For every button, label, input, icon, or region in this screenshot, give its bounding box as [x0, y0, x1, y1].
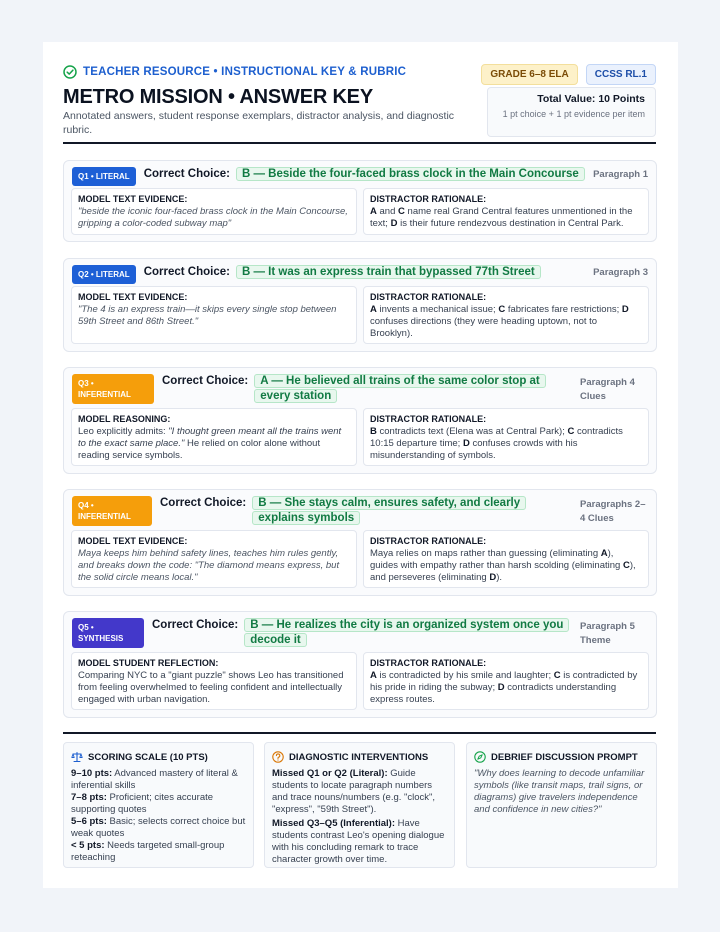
evidence-box [71, 652, 357, 710]
correct-answer [252, 496, 564, 526]
question-tag: Q2 • LITERAL [72, 265, 136, 284]
question-header [72, 496, 648, 526]
total-value-box [487, 87, 656, 137]
distractor-text: A is contradicted by his smile and laughter; C is contradicted by his pride in riding the subway; D contradicts understanding express routes. [370, 670, 638, 705]
question-card-q3 [63, 367, 657, 474]
question-header [72, 265, 648, 284]
evidence-text: "The 4 is an express train—it skips every single stop between 59th Street and 86th Street." [78, 304, 337, 327]
distractor-box [363, 286, 649, 344]
correct-answer-text: B — He realizes the city is an organized system once you decode it [244, 618, 569, 647]
diagnostic-rows [272, 768, 447, 866]
evidence-box [71, 286, 357, 344]
evidence-title: MODEL TEXT EVIDENCE: [78, 536, 188, 546]
header-divider [63, 142, 656, 144]
correct-answer-text: B — She stays calm, ensures safety, and clearly explains symbols [252, 496, 526, 525]
correct-choice-label: Correct Choice: [152, 619, 239, 631]
evidence-box [71, 408, 357, 466]
correct-choice-label: Correct Choice: [160, 497, 247, 509]
paragraph-reference: Paragraph 3 [593, 267, 648, 278]
diagnostic-row: Missed Q3–Q5 (Inferential): Have students contrast Leo's opening dialogue with his concluding remark to trace character growth over time. [272, 818, 445, 865]
distractor-title: DISTRACTOR RATIONALE: [370, 658, 487, 668]
total-value: Total Value: 10 Points [537, 93, 645, 105]
distractor-box [363, 652, 649, 710]
distractor-text: A and C name real Grand Central features unmentioned in the text; D is their future rendezvous destination in Central Park. [370, 206, 633, 229]
question-tag: Q4 • INFERENTIAL [72, 496, 152, 526]
question-tag: Q1 • LITERAL [72, 167, 136, 186]
question-tag: Q5 • SYNTHESIS [72, 618, 144, 648]
correct-answer-text: B — It was an express train that bypassed 77th Street [236, 265, 541, 279]
distractor-title: DISTRACTOR RATIONALE: [370, 414, 487, 424]
distractor-box [363, 408, 649, 466]
scale-icon [71, 751, 83, 763]
distractor-text: A invents a mechanical issue; C fabricates fare restrictions; D confuses directions (they were heading uptown, not to Brooklyn). [370, 304, 629, 339]
diagnostic-title: DIAGNOSTIC INTERVENTIONS [289, 751, 429, 763]
page-title: METRO MISSION • ANSWER KEY [63, 86, 373, 108]
scoring-row: 7–8 pts: Proficient; cites accurate supporting quotes [71, 792, 214, 815]
evidence-title: MODEL TEXT EVIDENCE: [78, 194, 188, 204]
evidence-text: Comparing NYC to a "giant puzzle" shows Leo has transitioned from feeling overwhelmed to feeling confident and intellectually engaged with urban navigation. [78, 670, 344, 705]
evidence-title: MODEL REASONING: [78, 414, 171, 424]
correct-answer-text: B — Beside the four-faced brass clock in the Main Concourse [236, 167, 585, 181]
distractor-title: DISTRACTOR RATIONALE: [370, 194, 487, 204]
paragraph-reference: Paragraph 4 Clues [580, 377, 635, 402]
ccss-badge: CCSS RL.1 [586, 64, 656, 85]
evidence-box [71, 188, 357, 235]
debrief-title: DEBRIEF DISCUSSION PROMPT [491, 751, 638, 763]
correct-choice-label: Correct Choice: [162, 375, 249, 387]
page-subtitle: Annotated answers, student response exemplars, distractor analysis, and diagnostic rubric. [63, 110, 455, 136]
question-header [72, 374, 648, 404]
compass-icon [474, 751, 486, 763]
distractor-title: DISTRACTOR RATIONALE: [370, 292, 487, 302]
correct-answer [254, 374, 564, 404]
question-card-q2 [63, 258, 657, 352]
distractor-title: DISTRACTOR RATIONALE: [370, 536, 487, 546]
paragraph-reference: Paragraph 1 [593, 169, 648, 180]
check-circle-icon [63, 65, 77, 79]
distractor-text: B contradicts text (Elena was at Central Park); C contradicts 10:15 departure time; D confuses crowds with his misunderstanding of symbols. [370, 426, 623, 461]
answer-key-page [43, 42, 678, 888]
evidence-title: MODEL TEXT EVIDENCE: [78, 292, 188, 302]
debrief-prompt: "Why does learning to decode unfamiliar symbols (like transit maps, trail signs, or diagrams) give travelers independence and confidence in new cities?" [474, 768, 645, 815]
evidence-text: Leo explicitly admits: "I thought green meant all the trains went to the exact same place." He relied on color alone without reading service symbols. [78, 426, 342, 461]
distractor-box [363, 530, 649, 588]
correct-choice-label: Correct Choice: [143, 266, 230, 278]
question-card-q1 [63, 160, 657, 242]
paragraph-reference: Paragraphs 2–4 Clues [580, 499, 646, 524]
diagnostic-card [264, 742, 455, 868]
debrief-title-row [474, 751, 649, 763]
scoring-row: 5–6 pts: Basic; selects correct choice but weak quotes [71, 816, 246, 839]
question-header [72, 618, 648, 648]
scoring-rows [71, 768, 246, 864]
paragraph-reference: Paragraph 5 Theme [580, 621, 635, 646]
scoring-scale-card [63, 742, 254, 868]
scoring-row: < 5 pts: Needs targeted small-group reteaching [71, 840, 225, 863]
scoring-title-row [71, 751, 246, 763]
diagnostic-title-row [272, 751, 447, 763]
header-kicker-row [63, 65, 406, 79]
evidence-text: "beside the iconic four-faced brass clock in the Main Concourse, gripping a color-coded subway map" [78, 206, 348, 229]
correct-answer [244, 618, 564, 648]
question-header [72, 167, 648, 186]
distractor-text: Maya relies on maps rather than guessing (eliminating A), guides with empathy rather than harsh scolding (eliminating C), and perseveres (eliminating D). [370, 548, 636, 583]
correct-answer [236, 167, 585, 182]
evidence-text: Maya keeps him behind safety lines, teaches him rules gently, and breaks down the code: "The diamond means express, but the solid circle means local." [78, 548, 340, 583]
correct-answer-text: A — He believed all trains of the same color stop at every station [254, 374, 545, 403]
header-kicker: TEACHER RESOURCE • INSTRUCTIONAL KEY & RUBRIC [83, 66, 407, 78]
scoring-row: 9–10 pts: Advanced mastery of literal & inferential skills [71, 768, 238, 791]
points-note: 1 pt choice + 1 pt evidence per item [502, 109, 645, 119]
diagnostic-row: Missed Q1 or Q2 (Literal): Guide students to locate paragraph numbers and trace nouns/numbers (e.g. "clock", "express", "59th Street"). [272, 768, 436, 815]
grade-badge: GRADE 6–8 ELA [481, 64, 577, 85]
evidence-box [71, 530, 357, 588]
correct-choice-label: Correct Choice: [143, 168, 230, 180]
scoring-title: SCORING SCALE (10 PTS) [88, 751, 208, 763]
evidence-title: MODEL STUDENT REFLECTION: [78, 658, 219, 668]
distractor-box [363, 188, 649, 235]
question-card-q4 [63, 489, 657, 596]
header-badges [481, 64, 656, 85]
question-card-q5 [63, 611, 657, 718]
footer-divider [63, 732, 656, 734]
correct-answer [236, 265, 541, 280]
debrief-card [466, 742, 657, 868]
question-tag: Q3 • INFERENTIAL [72, 374, 154, 404]
question-circle-icon [272, 751, 284, 763]
